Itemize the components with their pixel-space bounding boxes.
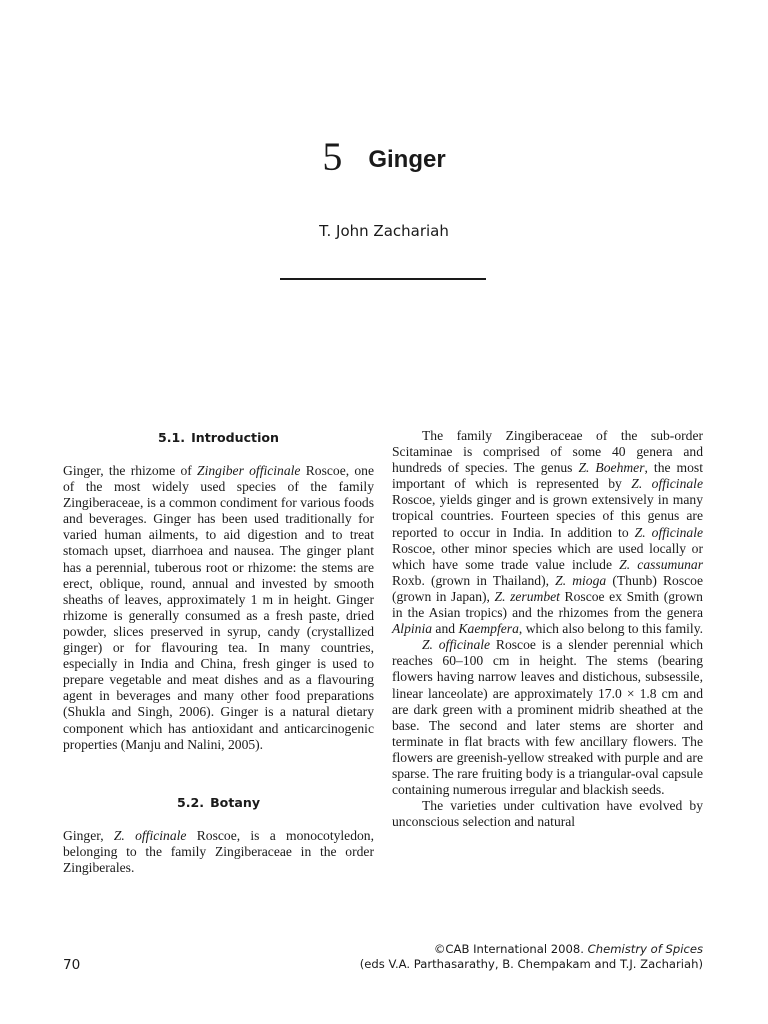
section-number: 5.2. [176,794,205,810]
copyright-notice [360,942,703,972]
section-title: Introduction [191,430,280,445]
section-heading-introduction [63,428,374,448]
book-title: Chemistry of Spices [587,942,703,956]
left-column [63,428,374,876]
intro-paragraph: Ginger, the rhizome of Zingiber officinale Roscoe, one of the most widely used species of the family Zingiberaceae, is a common condiment for various foods and beverages. Ginger has been used traditionally for varied human ailments, to aid digestion and to treat stomach upset, diarrhoea and nausea. The ginger plant has a perennial, tuberous root or rhizome: the stems are erect, oblique, round, annual and invested by smooth sheaths of leaves, approximately 1 m in height. Ginger rhizome is generally consumed as a fresh paste, dried powder, slices preserved in syrup, candy (crystallized ginger) or for flavouring tea. In many countries, especially in India and China, fresh ginger is used to prepare vegetable and meat dishes and as a flavouring agent in beverages and many other food preparations (Shukla and Singh, 2006). Ginger is a natural dietary component which has antioxidant and anticarcinogenic properties (Manju and Nalini, 2005). [63,463,374,752]
section-number: 5.1. [157,430,186,445]
page-number: 70 [63,957,81,973]
body-paragraph: The varieties under cultivation have evolved by unconscious selection and natural [392,798,703,830]
body-paragraph: The family Zingiberaceae of the sub-order Scitaminae is comprised of some 40 genera and hundreds of species. The genus Z. Boehmer, the most important of which is represented by Z. officinale Roscoe, yields ginger and is grown extensively in many tropical countries. Fourteen species of this genus are reported to occur in India. In addition to Z. officinale Roscoe, other minor species which are used locally or which have some trade value include Z. cassumunar Roxb. (grown in Thailand), Z. mioga (Thunb) Roscoe (grown in Japan), Z. zerumbet Roscoe ex Smith (grown in the Asian tropics) and the rhizomes from the genera Alpinia and Kaempfera, which also belong to this family. [392,428,704,637]
section-heading-botany [63,793,374,813]
botany-paragraph: Ginger, Z. officinale Roscoe, is a monocotyledon, belonging to the family Zingiberaceae in the order Zingiberales. [63,827,374,875]
chapter-title: Ginger [368,145,446,173]
copyright-prefix: ©CAB International 2008. [433,942,588,956]
body-paragraph: Z. officinale Roscoe is a slender perennial which reaches 60–100 cm in height. The stems (bearing flowers having narrow leaves and distichous, subsessile, linear lanceolate) are approximately 17.0 × 1.8 cm and are dark green with a prominent midrib sheathed at the base. The second and later stems are shorter and terminate in flat bracts with few ancillary flowers. The flowers are greenish-yellow streaked with purple and are sparse. The rare fruiting body is a triangular-oval capsule containing numerous irregular and blackish seeds. [392,637,703,798]
chapter-heading [0,133,768,180]
right-column [392,428,703,830]
section-title: Botany [210,794,261,810]
title-divider [280,278,486,280]
chapter-number: 5 [322,134,343,179]
editors-line: (eds V.A. Parthasarathy, B. Chempakam and T.J. Zachariah) [359,957,703,971]
author-name: T. John Zachariah [319,222,449,240]
